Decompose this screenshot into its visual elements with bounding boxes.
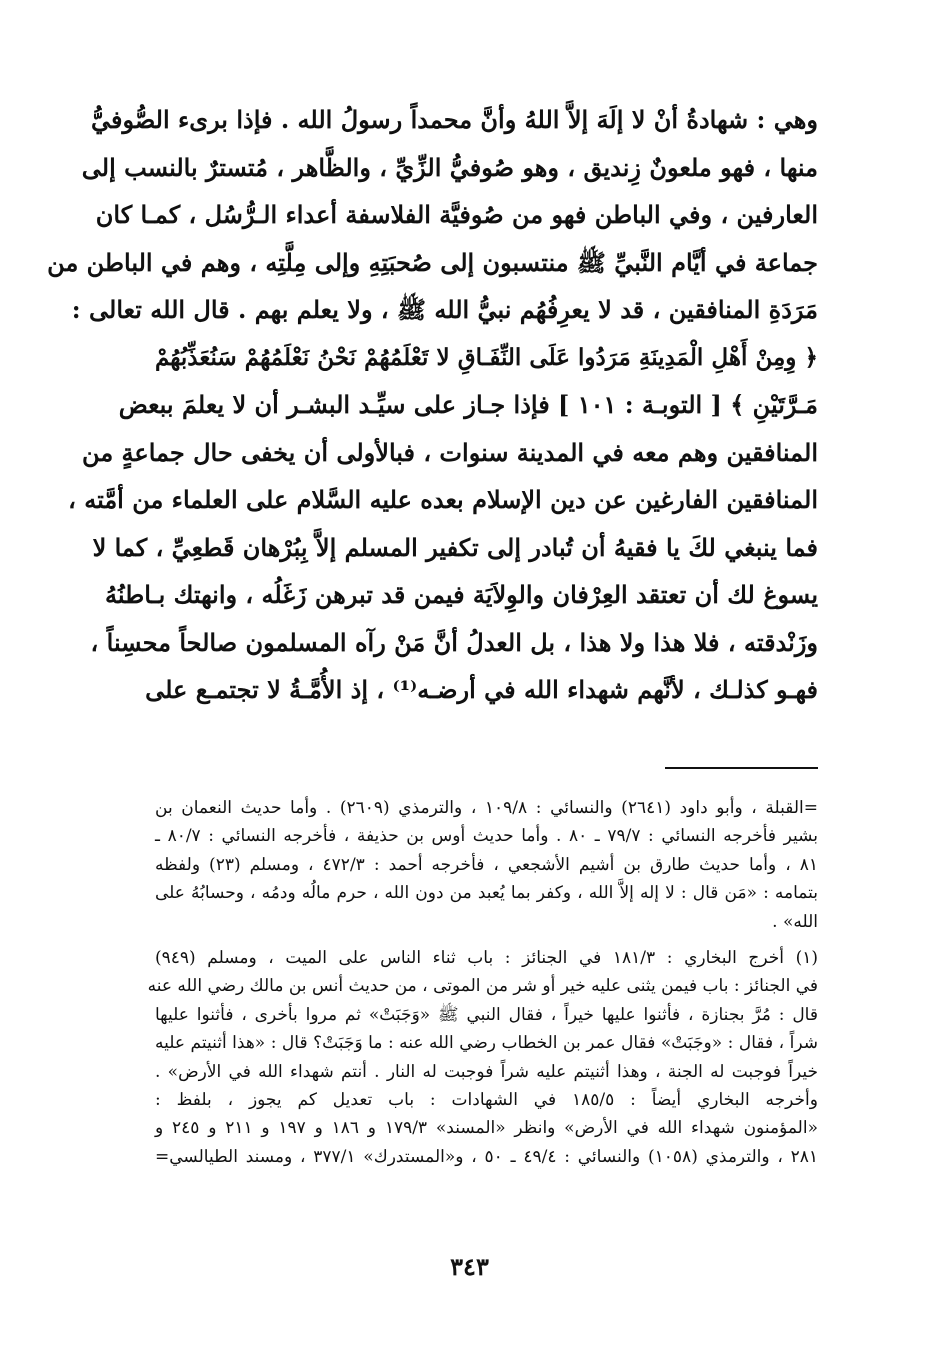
- footnote-1-line: «المؤمنون شهداء الله في الأرض» وانظر «المسند» ١٧٩/٣ و ١٨٦ و ١٩٧ و ٢١١ و ٢٤٥ و: [155, 1118, 818, 1139]
- body-line: وهي : شهادةُ أنْ لا إلَهَ إلاَّ اللهُ وأنَّ محمداً رسولُ الله . فإذا برىء الصُّوفيُّ: [90, 105, 818, 134]
- body-line: يسوغ لك أن تعتقد العِرْفان والوِلاَيَة فيمن قد تبرهن زَغَلُه ، وانهتك بـاطنُهُ: [105, 580, 818, 609]
- body-line: العارفين ، وفي الباطن فهو من صُوفيَّة الفلاسفة أعداء الـرُّسُل ، كمـا كان: [95, 200, 818, 229]
- footnote-gap: [155, 936, 818, 944]
- footnotes-section: [147, 794, 819, 1171]
- footnote-1-line: شراً ، فقال : «وجَبَتْ» فقال عمر بن الخطاب رضي الله عنه : ما وَجَبَتْ؟ قال : «هذا أثنيتم عليه: [155, 1033, 818, 1054]
- quran-verse-line: ﴿ وِمِنْ أَهْلِ الْمَدِينَةِ مَرَدُوا عَلَى النِّفَـاقِ لا تَعْلَمُهُمْ نَحْنُ نَعْلَمُهُمْ سَنُعَذِّبُهُمْ: [155, 343, 818, 371]
- footnote-continuation-line: الله» .: [772, 911, 818, 932]
- body-line: منها ، فهو ملعونٌ زِنديق ، وهو صُوفيُّ الزِّيِّ ، والظَّاهر ، مُتسترٌ بالنسب إلى: [81, 152, 818, 182]
- footnote-continuation-line: ٨١ ، وأما حديث طارق بن أشيم الأشجعي ، فأخرجه أحمد : ٤٧٢/٣ ، ومسلم (٢٣) ولفظه: [155, 854, 818, 875]
- body-line: جماعة في أيَّام النَّبيِّ ﷺ منتسبون إلى صُحبَتِهِ وإلى مِلَّتِه ، وهم في الباطن من: [47, 247, 818, 277]
- body-line: فهـو كذلـك ، لأنَّهم شهداء الله في أرضـه⁽¹⁾ ، إذ الأُمَّـةُ لا تجتمـع على: [145, 675, 818, 704]
- footnote-1-line: وأخرجه البخاري أيضاً : ١٨٥/٥ في الشهادات : باب تعديل كم يجوز ، بلفظ :: [155, 1089, 818, 1110]
- footnote-1-line: في الجنائز : باب فيمن يثنى عليه خير أو شر من الموتى ، من حديث أنس بن مالك رضي الله عنه: [147, 976, 818, 997]
- main-body-text: [47, 96, 818, 714]
- body-line: المنافقين وهم معه في المدينة سنوات ، فبالأولى أن يخفى حال جماعةٍ من: [82, 437, 818, 467]
- body-line: وزَنْدقته ، فلا هذا ولا هذا ، بل العدلُ أنَّ مَنْ رآه المسلمون صالحاً محسِناً ،: [90, 627, 818, 657]
- page-number: ٣٤٣: [450, 1252, 489, 1281]
- footnote-1-line: قال : مُرَّ بجنازة ، فأثنوا عليها خيراً ، فقال النبي ﷺ «وَجَبَتْ» ثم مروا بأخرى ، فأثنوا عليها: [155, 1004, 818, 1025]
- body-line: مَـرَّتَيْنِ ﴾ [ التوبـة : ١٠١ ] فإذا جـاز على سيِّـد البشـر أن لا يعلمَ ببعض: [118, 390, 818, 419]
- footnote-continuation-line: =القبلة ، وأبو داود (٢٦٤١) والنسائي : ١٠٩/٨ ، والترمذي (٢٦٠٩) . وأما حديث النعمان بن: [155, 798, 819, 818]
- footnote-1-line: ٢٨١ ، والترمذي (١٠٥٨) والنسائي : ٤٩/٤ ـ ٥٠ ، و«المستدرك» ٣٧٧/١ ، ومسند الطيالسي=: [155, 1146, 818, 1167]
- footnote-separator: [665, 767, 818, 769]
- footnote-continuation-line: بتمامه : «مَن قال : لا إله إلاَّ الله ، وكفر بما يُعبد من دون الله ، حرم مالُه ودمُه ، وحسابُهُ على: [155, 883, 818, 904]
- body-line: فما ينبغي لكَ يا فقيهُ أن تُبادر إلى تكفير المسلم إلاَّ بِبُرْهان قَطعِيِّ ، كما لا: [92, 532, 818, 562]
- footnote-continuation-line: بشير فأخرجه النسائي : ٧٩/٧ ـ ٨٠ . وأما حديث أوس بن حذيفة ، فأخرجه النسائي : ٨٠/٧ ـ: [155, 826, 818, 847]
- body-line: المنافقين الفارغين عن دين الإسلام بعده عليه السَّلام على العلماء من أمَّته ،: [68, 485, 818, 514]
- footnote-1-line: (١) أخرج البخاري : ١٨١/٣ في الجنائز : باب ثناء الناس على الميت ، ومسلم (٩٤٩): [155, 947, 818, 968]
- body-line: مَرَدَةِ المنافقين ، قد لا يعرِفُهُم نبيُّ الله ﷺ ، ولا يعلم بهم . قال الله تعالى :: [71, 295, 818, 324]
- footnote-1-line: خيراً فوجبت له الجنة ، وهذا أثنيتم عليه شراً فوجبت له النار . أنتم شهداء الله في الأرض» .: [155, 1061, 818, 1082]
